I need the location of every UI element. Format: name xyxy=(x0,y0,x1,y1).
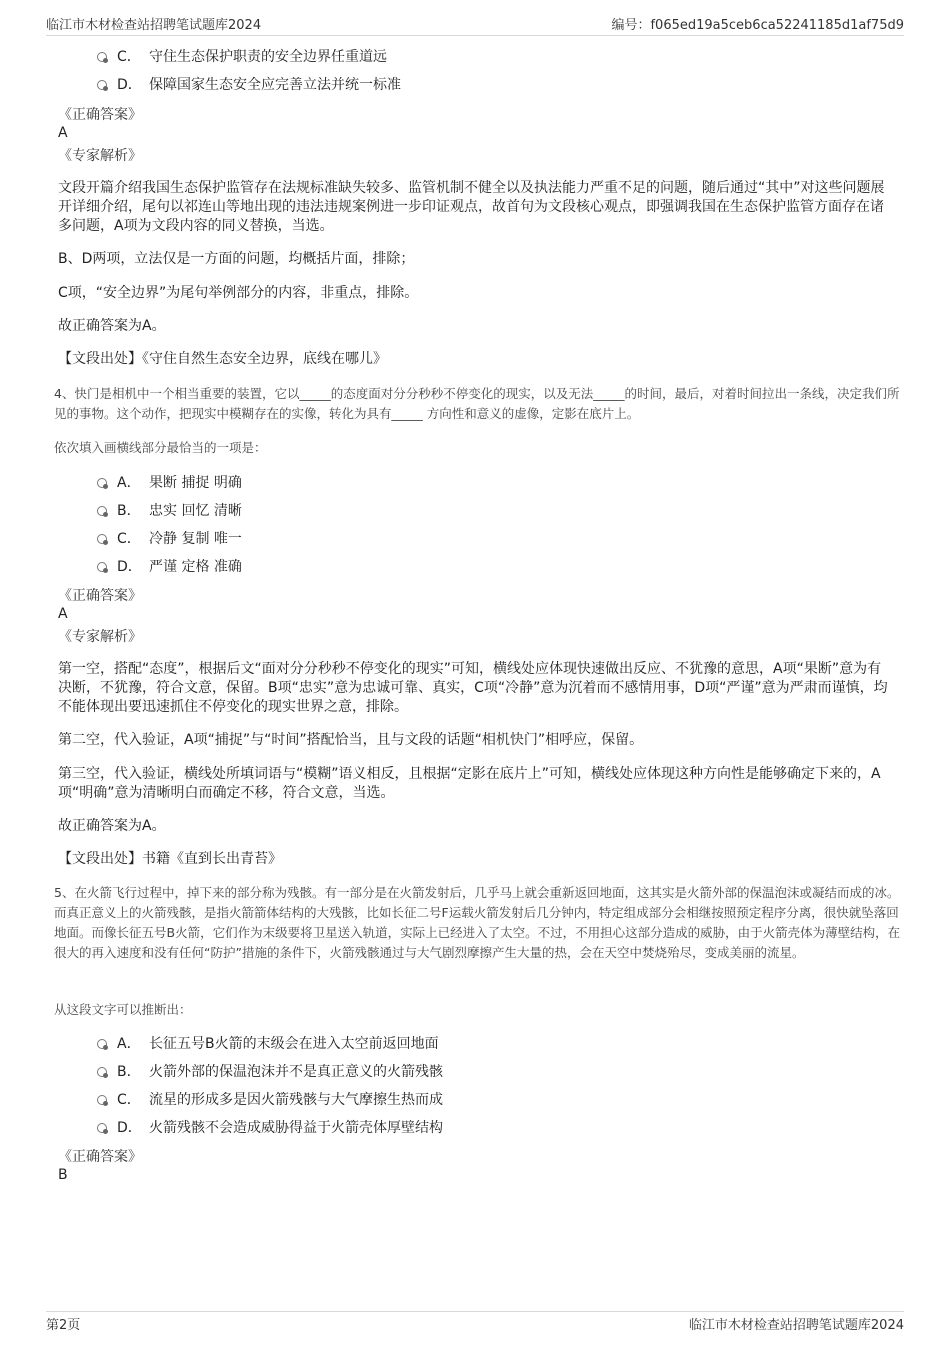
option-letter: C． xyxy=(117,531,141,547)
q3-analysis-paragraph: C项，“安全边界”为尾句举例部分的内容，非重点，排除。 xyxy=(58,285,419,301)
option-letter: C． xyxy=(117,1092,141,1108)
q4-answer-label: 《正确答案》 xyxy=(58,588,142,604)
q3-source: 【文段出处】《守住自然生态安全边界，底线在哪儿》 xyxy=(58,351,387,367)
option-letter: C． xyxy=(117,49,141,65)
header-title: 临江市木材检查站招聘笔试题库2024 xyxy=(46,18,262,33)
q4-answer: A xyxy=(58,606,68,622)
option-text: 忠实 回忆 清晰 xyxy=(149,503,242,519)
q4-conclusion: 故正确答案为A。 xyxy=(58,818,166,834)
q5-prompt: 从这段文字可以推断出： xyxy=(54,1002,192,1017)
option-letter: D． xyxy=(117,77,142,93)
radio-icon[interactable] xyxy=(97,478,107,488)
q3-analysis-label: 《专家解析》 xyxy=(58,148,142,164)
option-text: 火箭残骸不会造成威胁得益于火箭壳体厚壁结构 xyxy=(149,1120,443,1136)
q4-analysis-paragraph: 第二空，代入验证，A项“捕捉”与“时间”搭配恰当，且与文段的话题“相机快门”相呼应，保留。 xyxy=(58,732,644,748)
footer-title: 临江市木材检查站招聘笔试题库2024 xyxy=(688,1318,904,1333)
q4-analysis-label: 《专家解析》 xyxy=(58,629,142,645)
q4-source: 【文段出处】书籍《直到长出青苔》 xyxy=(58,851,282,867)
radio-icon[interactable] xyxy=(97,1039,107,1049)
q3-answer-label: 《正确答案》 xyxy=(58,107,142,123)
header-divider xyxy=(46,35,904,36)
radio-icon[interactable] xyxy=(97,534,107,544)
option-letter: A． xyxy=(117,475,141,491)
option-letter: B． xyxy=(117,1064,141,1080)
option-letter: D． xyxy=(117,1120,142,1136)
q5-answer: B xyxy=(58,1167,68,1183)
page-footer xyxy=(46,1314,904,1332)
q3-analysis-paragraph: B、D两项，立法仅是一方面的问题，均概括片面，排除； xyxy=(58,251,415,267)
option-text: 严谨 定格 准确 xyxy=(149,559,242,575)
q4-stem: 4、快门是相机中一个相当重要的装置，它以_____的态度面对分分秒秒不停变化的现实，以及无法_____的时间，最后，对着时间拉出一条线，决定我们所见的事物。这个动作，把现实中模糊存在的实像，转化为具有_____ 方向性和意义的虚像，定影在底片上。 xyxy=(54,386,900,421)
option-text: 守住生态保护职责的安全边界任重道远 xyxy=(149,49,387,65)
radio-icon[interactable] xyxy=(97,562,107,572)
q3-conclusion: 故正确答案为A。 xyxy=(58,318,166,334)
option-text: 长征五号B火箭的末级会在进入太空前返回地面 xyxy=(149,1036,439,1052)
option-letter: A． xyxy=(117,1036,141,1052)
radio-icon[interactable] xyxy=(97,80,107,90)
q3-answer: A xyxy=(58,125,68,141)
q5-stem: 5、在火箭飞行过程中，掉下来的部分称为残骸。有一部分是在火箭发射后，几乎马上就会重新返回地面，这其实是火箭外部的保温泡沫或凝结而成的冰。而真正意义上的火箭残骸，是指火箭箭体结构的大残骸，比如长征二号F运载火箭发射后几分钟内，特定组成部分会相继按照预定程序分离，很快就坠落回地面。而像长征五号B火箭，它们作为末级要将卫星送入轨道，实际上已经进入了太空。不过，不用担心这部分造成的威胁，由于火箭壳体为薄壁结构，在很大的再入速度和没有任何“防护”措施的条件下，火箭残骸通过与大气剧烈摩擦产生大量的热，会在天空中焚烧殆尽，变成美丽的流星。 xyxy=(54,885,901,960)
document-id: 编号：f065ed19a5ceb6ca52241185d1af75d9 xyxy=(611,18,904,33)
option-letter: D． xyxy=(117,559,142,575)
radio-icon[interactable] xyxy=(97,1067,107,1077)
page-header xyxy=(46,14,904,32)
radio-icon[interactable] xyxy=(97,52,107,62)
footer-divider xyxy=(46,1311,904,1312)
q4-analysis-paragraph: 第一空，搭配“态度”，根据后文“面对分分秒秒不停变化的现实”可知，横线处应体现快速做出反应、不犹豫的意思，A项“果断”意为有决断，不犹豫，符合文意，保留。B项“忠实”意为忠诚可靠、真实，C项“冷静”意为沉着而不感情用事，D项“严谨”意为严肃而谨慎，均不能体现出要迅速抓住不停变化的现实世界之意，排除。 xyxy=(58,661,888,715)
radio-icon[interactable] xyxy=(97,506,107,516)
q5-answer-label: 《正确答案》 xyxy=(58,1149,142,1165)
radio-icon[interactable] xyxy=(97,1123,107,1133)
option-letter: B． xyxy=(117,503,141,519)
q4-analysis-paragraph: 第三空，代入验证，横线处所填词语与“模糊”语义相反，且根据“定影在底片上”可知，横线处应体现这种方向性是能够确定下来的，A项“明确”意为清晰明白而确定不移，符合文意，当选。 xyxy=(58,766,881,801)
q3-analysis-paragraph: 文段开篇介绍我国生态保护监管存在法规标准缺失较多、监管机制不健全以及执法能力严重不足的问题，随后通过“其中”对这些问题展开详细介绍，尾句以祁连山等地出现的违法违规案例进一步印证观点，故首句为文段核心观点，即强调我国在生态保护监管方面存在诸多问题，A项为文段内容的同义替换，当选。 xyxy=(58,180,885,234)
page-number: 第2页 xyxy=(46,1318,81,1333)
q4-prompt: 依次填入画横线部分最恰当的一项是： xyxy=(54,440,267,455)
option-text: 流星的形成多是因火箭残骸与大气摩擦生热而成 xyxy=(149,1092,443,1108)
option-text: 保障国家生态安全应完善立法并统一标准 xyxy=(149,77,401,93)
option-text: 火箭外部的保温泡沫并不是真正意义的火箭残骸 xyxy=(149,1064,443,1080)
radio-icon[interactable] xyxy=(97,1095,107,1105)
option-text: 果断 捕捉 明确 xyxy=(149,475,242,491)
option-text: 冷静 复制 唯一 xyxy=(149,531,242,547)
